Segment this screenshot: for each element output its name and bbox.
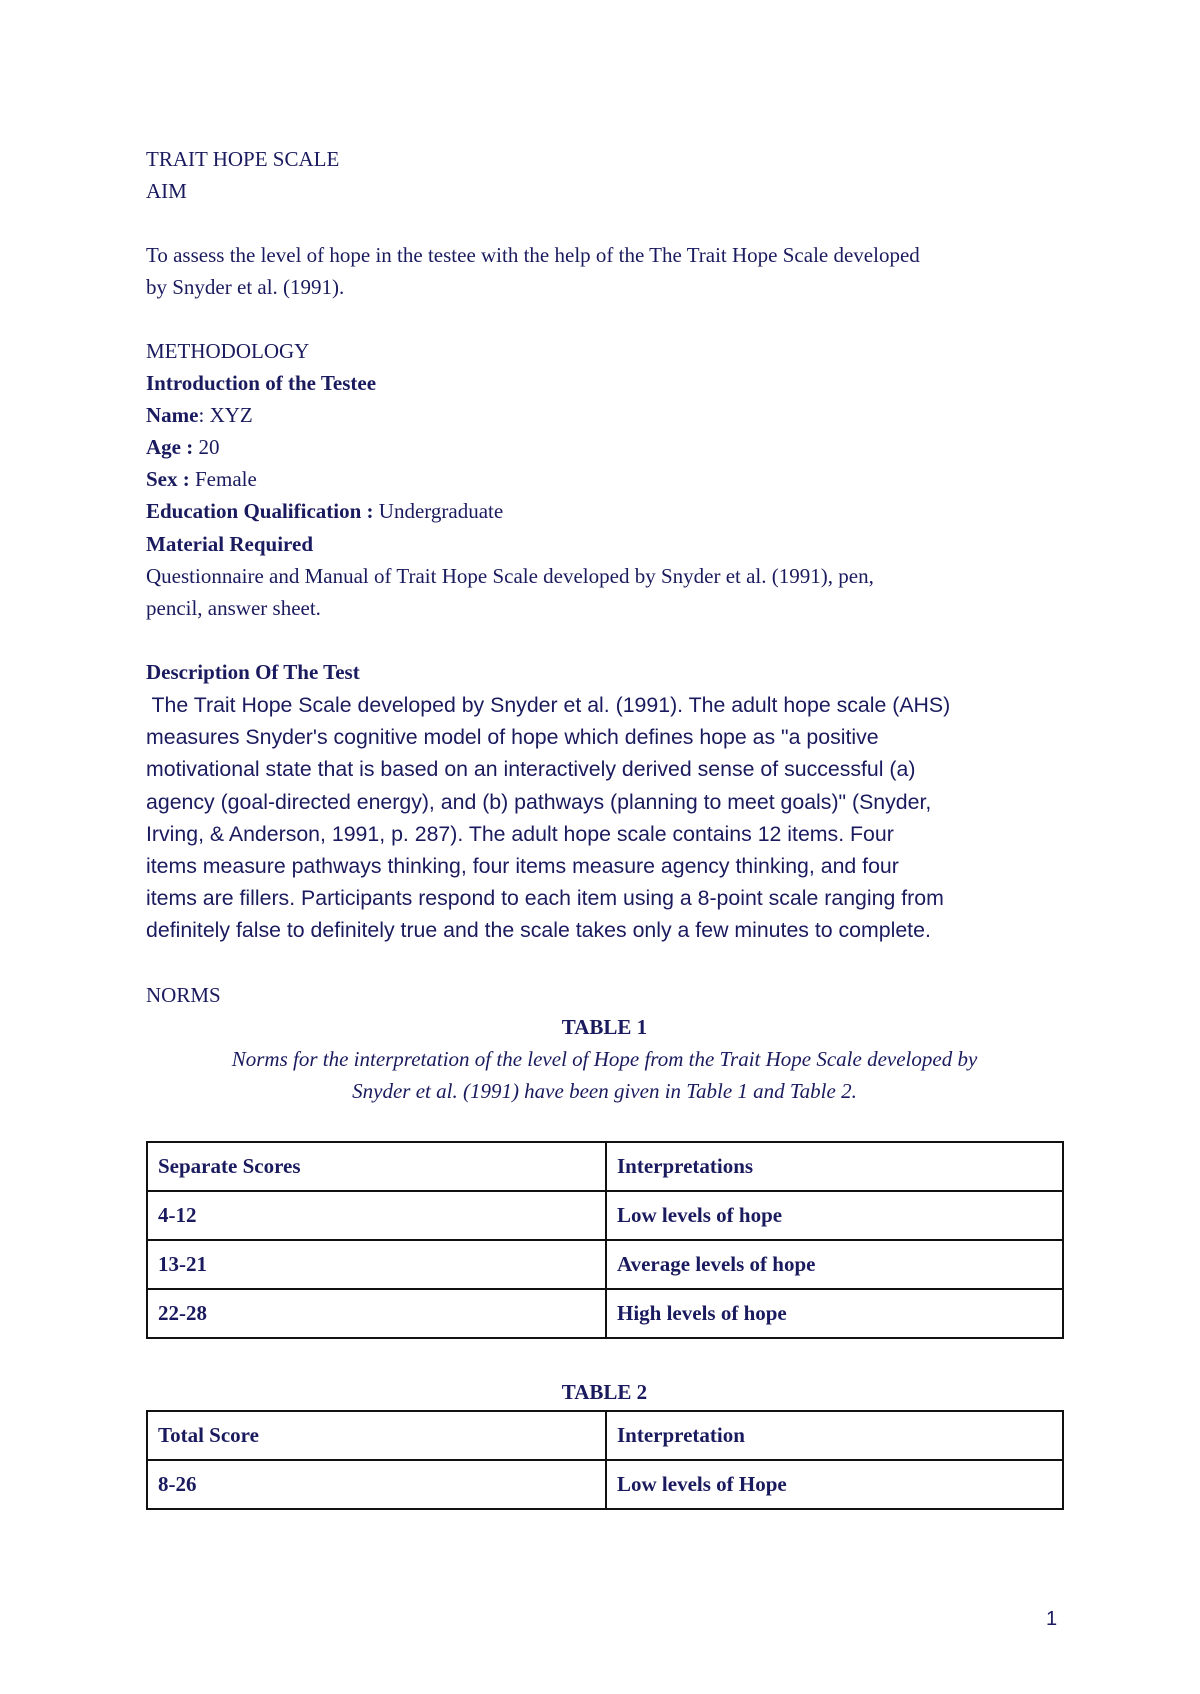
table-header-row [147, 1411, 1063, 1460]
table1-note-line-1: Norms for the interpretation of the level of Hope from the Trait Hope Scale developed by [231, 1047, 978, 1071]
aim-line-2: by Snyder et al. (1991). [146, 275, 345, 299]
table1-note-line-2: Snyder et al. (1991) have been given in Table 1 and Table 2. [352, 1079, 857, 1103]
field-label: Name [146, 403, 199, 427]
norms-table-1 [146, 1141, 1064, 1339]
description-line: measures Snyder's cognitive model of hope which defines hope as "a positive [146, 725, 879, 750]
field-separator: : [198, 403, 210, 427]
description-body [146, 689, 1076, 947]
field-sex [146, 463, 257, 495]
table-header-cell: Separate Scores [147, 1142, 606, 1191]
table-cell: Low levels of Hope [606, 1460, 1063, 1509]
description-line: definitely false to definitely true and the scale takes only a few minutes to complete. [146, 918, 931, 943]
field-label: Sex : [146, 467, 190, 491]
description-line: items are fillers. Participants respond to each item using a 8-point scale ranging from [146, 886, 944, 911]
table-header-cell: Interpretations [606, 1142, 1063, 1191]
aim-line-1: To assess the level of hope in the testee with the help of the The Trait Hope Scale developed [146, 243, 920, 267]
table-row [147, 1289, 1063, 1338]
norms-table-2 [146, 1410, 1064, 1510]
field-label: Age : [146, 435, 194, 459]
description-line: agency (goal-directed energy), and (b) pathways (planning to meet goals)" (Snyder, [146, 789, 932, 814]
table-cell: 13-21 [147, 1240, 606, 1289]
table-cell: 4-12 [147, 1191, 606, 1240]
table-row [147, 1240, 1063, 1289]
field-label: Education Qualification : [146, 499, 374, 523]
field-education [146, 495, 503, 527]
table-header-row [147, 1142, 1063, 1191]
description-line: items measure pathways thinking, four items measure agency thinking, and four [146, 854, 899, 879]
table-header-cell: Total Score [147, 1411, 606, 1460]
table-row [147, 1460, 1063, 1509]
description-heading: Description Of The Test [146, 660, 360, 684]
description-line: The Trait Hope Scale developed by Snyder et al. (1991). The adult hope scale (AHS) [146, 693, 951, 717]
field-value: Undergraduate [378, 499, 504, 523]
table-row [147, 1191, 1063, 1240]
norms-heading: NORMS [146, 983, 221, 1007]
table-cell: High levels of hope [606, 1289, 1063, 1338]
table-cell: Average levels of hope [606, 1240, 1063, 1289]
page-number: 1 [1046, 1608, 1058, 1630]
material-line-2: pencil, answer sheet. [146, 596, 321, 620]
table2-caption: TABLE 2 [561, 1380, 648, 1404]
field-value: 20 [198, 435, 220, 459]
description-line: Irving, & Anderson, 1991, p. 287). The adult hope scale contains 12 items. Four [146, 821, 894, 846]
table-cell: 8-26 [147, 1460, 606, 1509]
material-heading: Material Required [146, 532, 313, 556]
field-value: Female [195, 467, 257, 491]
description-line: motivational state that is based on an interactively derived sense of successful (a) [146, 757, 916, 782]
field-value: XYZ [209, 403, 253, 427]
table-cell: Low levels of hope [606, 1191, 1063, 1240]
methodology-heading: METHODOLOGY [146, 339, 310, 363]
table-header-cell: Interpretation [606, 1411, 1063, 1460]
intro-testee-heading: Introduction of the Testee [146, 371, 377, 395]
document-title: TRAIT HOPE SCALE [146, 147, 340, 171]
field-age [146, 431, 219, 463]
table1-caption: TABLE 1 [561, 1015, 648, 1039]
aim-heading: AIM [146, 179, 187, 203]
field-name [146, 399, 253, 431]
material-line-1: Questionnaire and Manual of Trait Hope Scale developed by Snyder et al. (1991), pen, [146, 564, 874, 588]
table-cell: 22-28 [147, 1289, 606, 1338]
